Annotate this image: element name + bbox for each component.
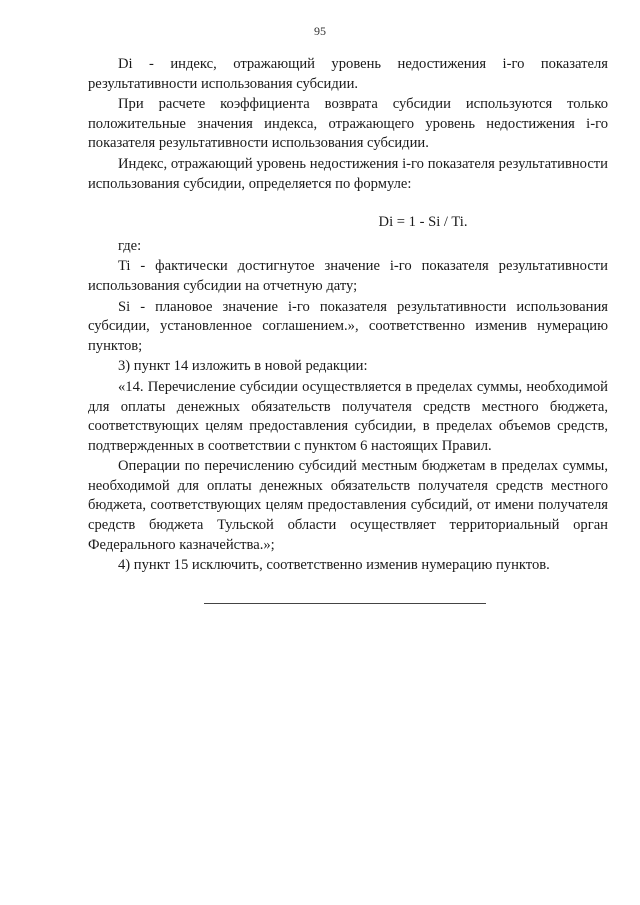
page-number: 95 [314, 24, 326, 38]
document-body [88, 55, 608, 577]
paragraph-t-definition: Ti - фактически достигнутое значение i-го показателя результативности использования субсидии на отчетную дату; [88, 258, 608, 294]
paragraph-item-4: 4) пункт 15 исключить, соответственно изменив нумерацию пунктов. [118, 557, 550, 574]
closing-divider [204, 603, 486, 604]
formula: Di = 1 - Si / Ti. [378, 214, 468, 231]
paragraph-formula-intro: Индекс, отражающий уровень недостижения i-го показателя результативности использования субсидии, определяется по формуле: [88, 155, 608, 192]
paragraph-operations: Операции по перечислению субсидий местным бюджетам в пределах суммы, необходимой для оплаты денежных обязательств получателя средств местного бюджета, соответствующих целям предоставления субсидий, от имени получателя средств бюджета Тульской области осуществляет территориальный орган Федерального казначейства.»; [88, 458, 608, 553]
paragraph-index-definition: Di - индекс, отражающий уровень недостижения i-го показателя результативности использования субсидии. [88, 56, 608, 92]
paragraph-s-definition: Si - плановое значение i-го показателя результативности использования субсидии, установленное соглашением.», соответственно изменив нумерацию пунктов; [88, 298, 608, 354]
paragraph-where: где: [118, 237, 142, 254]
paragraph-item-3: 3) пункт 14 изложить в новой редакции: [118, 358, 368, 375]
paragraph-coefficient-note: При расчете коэффициента возврата субсидии используются только положительные значения индекса, отражающего уровень недостижения i-го показателя результативности использования субсидии. [88, 96, 608, 152]
paragraph-item-14: «14. Перечисление субсидии осуществляется в пределах суммы, необходимой для оплаты денежных обязательств получателя средств местного бюджета, соответствующих целям предоставления субсидии, в пределах объемов средств, подтвержденных в соответствии с пунктом 6 настоящих Правил. [88, 378, 608, 454]
